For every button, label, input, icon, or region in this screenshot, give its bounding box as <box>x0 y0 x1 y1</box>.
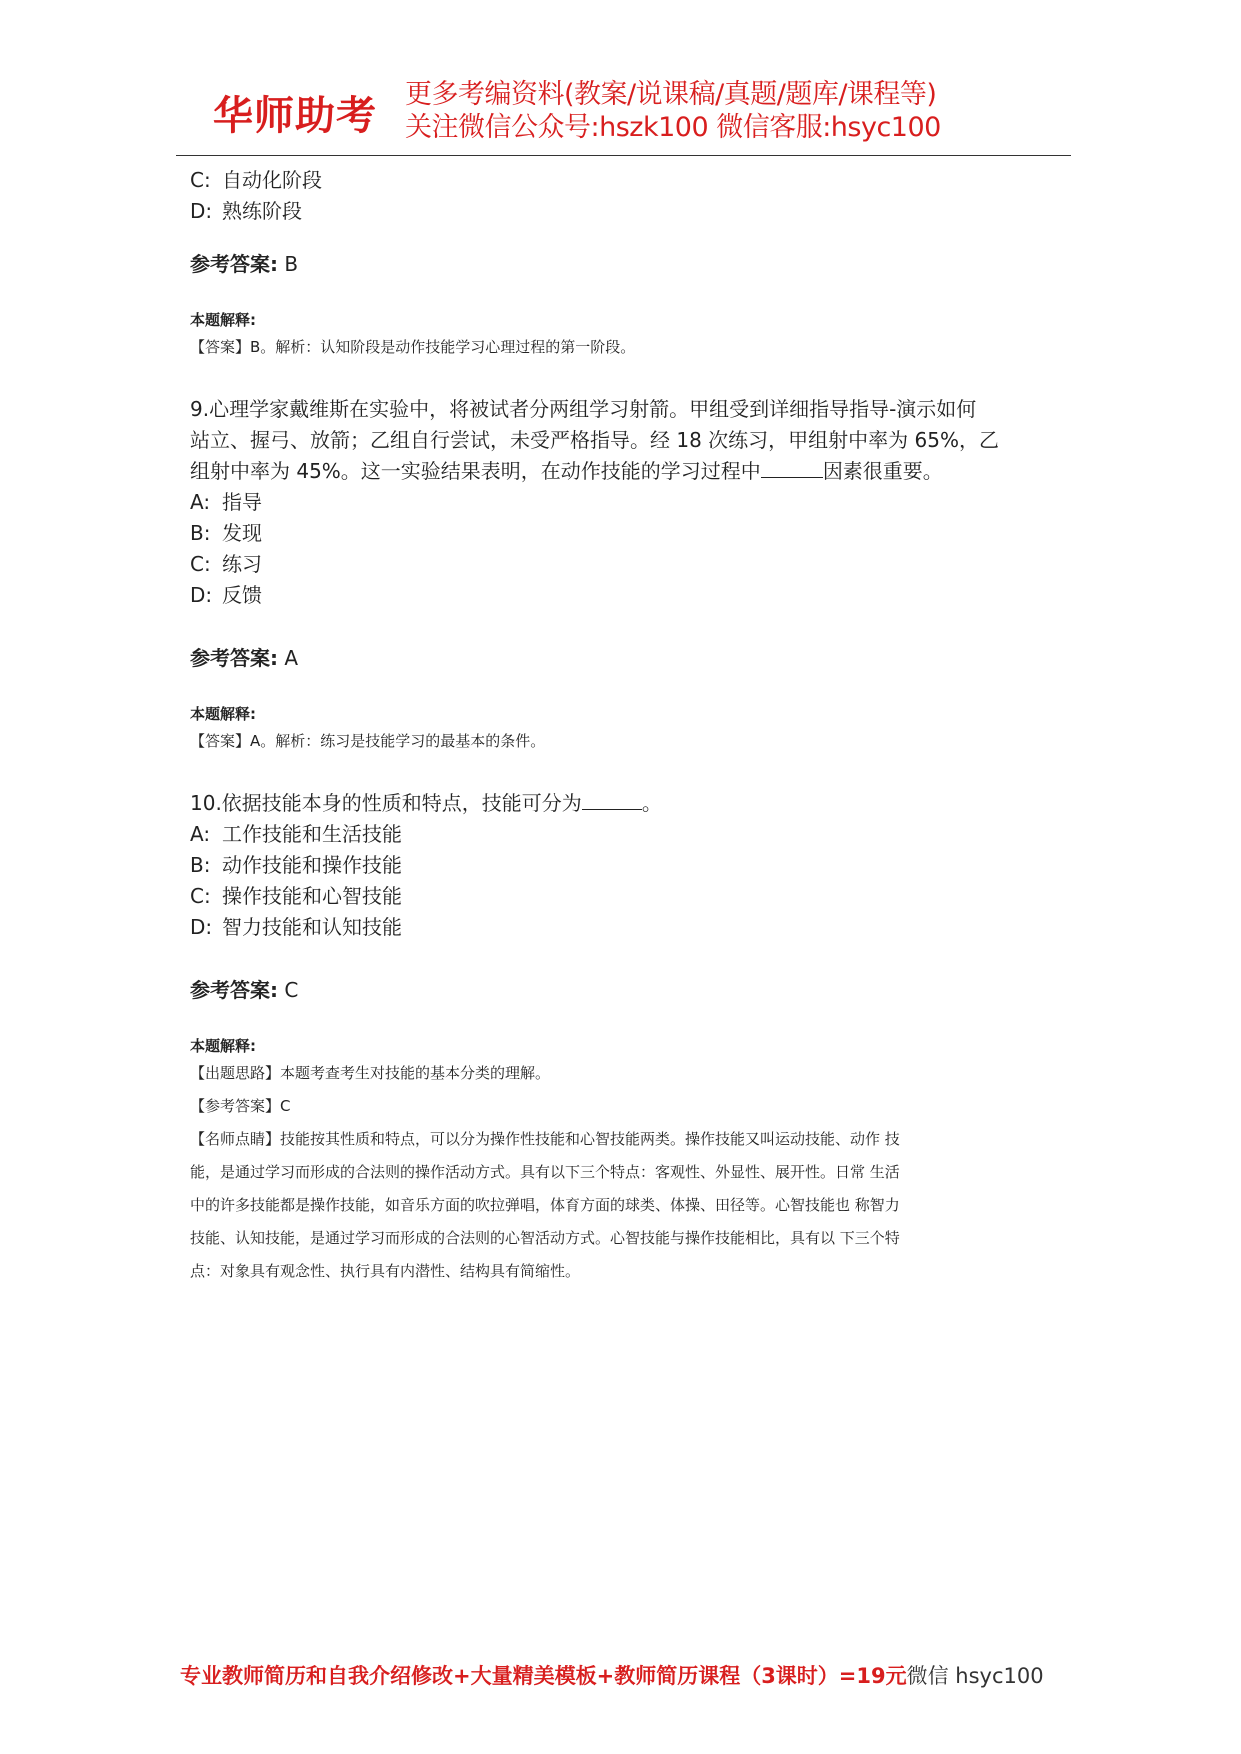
explanation-title: 本题解释: <box>190 311 256 329</box>
wechat-contact: 微信 hsyc100 <box>906 1664 1044 1688</box>
header-divider <box>176 155 1071 156</box>
slogan-line-1: 更多考编资料(教案/说课稿/真题/题库/课程等) <box>405 79 937 110</box>
question-9 <box>190 394 1070 758</box>
question-stem: 10.依据技能本身的性质和特点，技能可分为 。 <box>190 791 662 815</box>
answer-value: A <box>284 646 299 670</box>
fill-blank <box>582 791 642 810</box>
option-d: D: 熟练阶段 <box>190 199 302 223</box>
option-b: B: 动作技能和操作技能 <box>190 853 402 877</box>
explanation-line: 能，是通过学习而形成的合法则的操作活动方式。具有以下三个特点：客观性、外显性、展开性。日常 生活 <box>190 1163 900 1181</box>
answer-value: B <box>284 252 299 276</box>
explanation-line: 【参考答案】C <box>190 1097 291 1115</box>
option-c: C: 练习 <box>190 552 262 576</box>
option-b: B: 发现 <box>190 521 262 545</box>
fill-blank <box>761 459 823 478</box>
option-d: D: 反馈 <box>190 583 262 607</box>
option-a: A: 工作技能和生活技能 <box>190 822 402 846</box>
explanation-title: 本题解释: <box>190 705 256 723</box>
explanation-text: 【答案】B。解析：认知阶段是动作技能学习心理过程的第一阶段。 <box>190 338 636 356</box>
option-c: C: 自动化阶段 <box>190 168 322 192</box>
footer-promo <box>180 1660 1060 1690</box>
answer-value: C <box>284 978 299 1002</box>
answer-line: 参考答案: C <box>190 978 299 1002</box>
question-8 <box>190 165 1070 364</box>
explanation-line: 【出题思路】本题考查考生对技能的基本分类的理解。 <box>190 1064 551 1082</box>
option-a: A: 指导 <box>190 490 262 514</box>
explanation-line: 【名师点睛】技能按其性质和特点，可以分为操作性技能和心智技能两类。操作技能又叫运动技能、动作 技 <box>190 1130 900 1148</box>
explanation-line: 中的许多技能都是操作技能，如音乐方面的吹拉弹唱，体育方面的球类、体操、田径等。心智技能也 称智力 <box>190 1196 900 1214</box>
option-c: C: 操作技能和心智技能 <box>190 884 402 908</box>
explanation-line: 点：对象具有观念性、执行具有内潜性、结构具有简缩性。 <box>190 1262 581 1280</box>
slogan-line-2: 关注微信公众号:hszk100 微信客服:hsyc100 <box>405 112 941 143</box>
promo-text: 专业教师简历和自我介绍修改+大量精美模板+教师简历课程（3课时）=19元 <box>180 1664 907 1688</box>
explanation-line: 技能、认知技能，是通过学习而形成的合法则的心智活动方式。心智技能与操作技能相比，具有以 下三个特 <box>190 1229 900 1247</box>
explanation-title: 本题解释: <box>190 1037 256 1055</box>
brand-logo: 华师助考 <box>213 93 377 139</box>
header-banner <box>213 78 1043 148</box>
question-stem: 9.心理学家戴维斯在实验中，将被试者分两组学习射箭。甲组受到详细指导指导-演示如何 站立、握弓、放箭；乙组自行尝试，未受严格指导。经 18 次练习，甲组射中率为 65%，乙 组射中率为 45%。这一实验结果表明，在动作技能的学习过程中 因素很重要。 <box>190 397 999 483</box>
answer-line: 参考答案: B <box>190 252 299 276</box>
document-body <box>190 165 1070 1288</box>
question-10 <box>190 788 1070 1288</box>
explanation-text: 【答案】A。解析：练习是技能学习的最基本的条件。 <box>190 732 546 750</box>
answer-line: 参考答案: A <box>190 646 299 670</box>
option-d: D: 智力技能和认知技能 <box>190 915 402 939</box>
header-slogan <box>405 78 941 144</box>
